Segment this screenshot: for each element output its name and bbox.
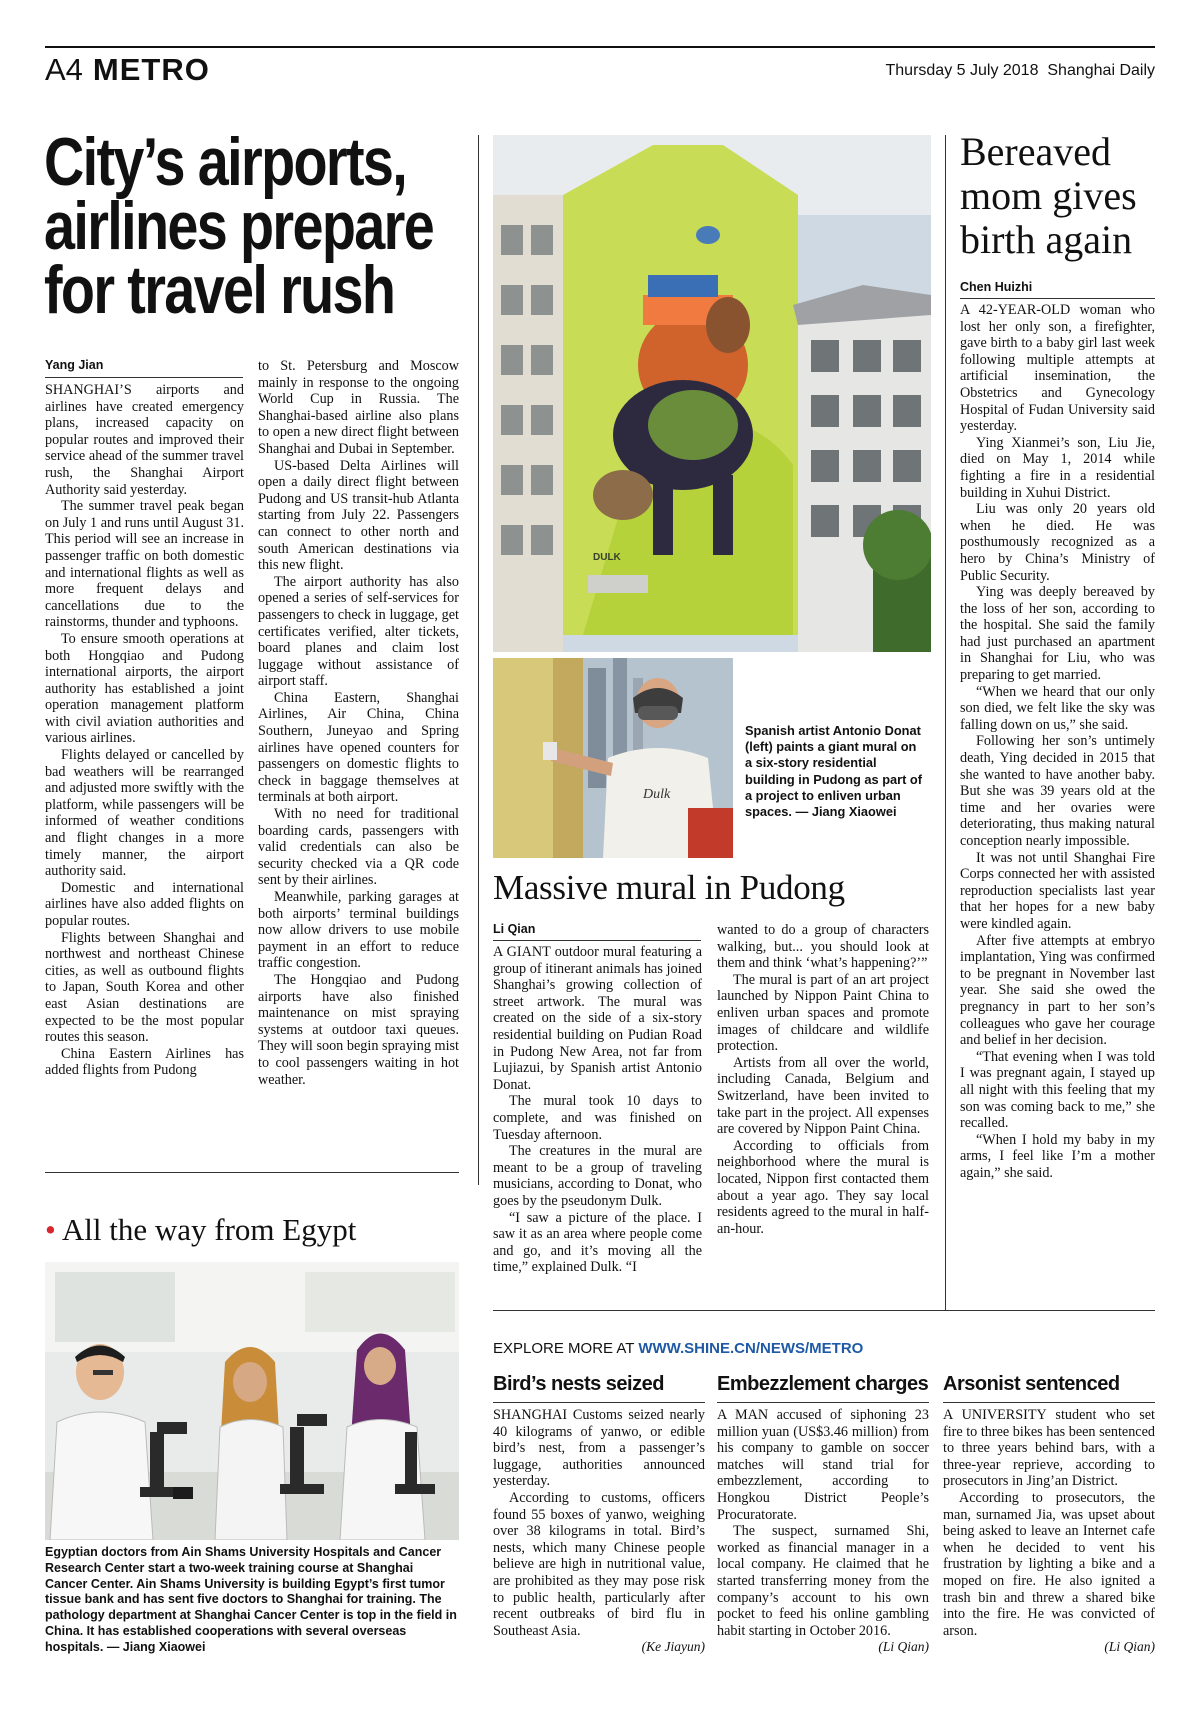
byline-rule [493, 1402, 705, 1403]
paragraph: After five attempts at embryo implantation, Ying was confirmed to be pregnant in November last year. She said she owed the pregnancy in part to her son’s colleagues who gave her courage and belief in her decision. [960, 932, 1155, 1049]
byline-rule [45, 377, 243, 378]
paragraph: China Eastern, Shanghai Airlines, Air China, China Southern, Juneyao and Spring airlines have opened counters for passengers on domestic flights to check in baggage themselves at terminals at both airport. [258, 689, 459, 806]
paragraph: “I saw a picture of the place. I saw it as an area where people come and go, and it’s moving all the time,” explained Dulk. “I [493, 1209, 702, 1276]
issue-date: Thursday 5 July 2018 [885, 62, 1039, 79]
brief-embezzlement [717, 1373, 929, 1655]
headline-line: City’s airports, [44, 124, 407, 200]
mural-byline: Li Qian [493, 922, 536, 936]
paragraph: The mural took 10 days to complete, and was finished on Tuesday afternoon. [493, 1093, 702, 1143]
brief-credit: (Li Qian) [1104, 1639, 1155, 1655]
brief-birds [493, 1373, 705, 1655]
paper-name: Shanghai Daily [1047, 62, 1155, 79]
brief-headline: Embezzlement charges [717, 1373, 929, 1395]
egypt-photo [45, 1262, 459, 1540]
column-rule [945, 135, 946, 1310]
airports-col1 [45, 382, 244, 1079]
paragraph: Flights delayed or cancelled by bad weathers will be rearranged and adjusted more swiftly with the platform, while passengers will be informed of weather conditions and flight changes in a more timely manner, the airport authority said. [45, 747, 244, 880]
mural-signature: DULK [593, 552, 621, 563]
paragraph: “When I hold my baby in my arms, I feel like I’m a mother again,” she said. [960, 1131, 1155, 1181]
briefs-top-rule [493, 1310, 1155, 1311]
bereaved-byline: Chen Huizhi [960, 280, 1033, 294]
bereaved-body [960, 302, 1155, 1181]
paragraph: “That evening when I was told I was pregnant again, I stayed up all night with this feeling that my son was coming back to me,” she recalled. [960, 1048, 1155, 1132]
paragraph: Ying was deeply bereaved by the loss of her son, according to the hospital. She said the family had just purchased an apartment in Shanghai for Liu, who was preparing to get married. [960, 584, 1155, 684]
paragraph: To ensure smooth operations at both Hongqiao and Pudong international airports, the airport authority has established a joint operation management platform with civil aviation authorities and various airlines. [45, 630, 244, 747]
paragraph: wanted to do a group of characters walking, but... you should look at them and think ‘what’s happening?’” [717, 922, 929, 972]
bullet-icon: • [45, 1212, 56, 1247]
paragraph: According to customs, officers found 55 boxes of yanwo, weighing over 38 kilograms in total. Bird’s nests, which many Chinese people believe are high in nutritional value, are prohibited as they may pose risk to public health, particularly after recent outbreaks of bird flu in Southeast Asia. [493, 1489, 705, 1639]
airports-byline: Yang Jian [45, 358, 104, 372]
artist-photo [493, 658, 733, 858]
paragraph: US-based Delta Airlines will open a daily direct flight between Pudong and US transit-hub Atlanta starting from July 22. Passengers can connect to other north and south American destinations via this new flight. [258, 457, 459, 574]
paragraph: SHANGHAI’S airports and airlines have created emergency plans, increased capacity on popular routes and improved their service ahead of the summer travel rush, the Shanghai Airport Authority said yesterday. [45, 382, 244, 498]
section-name: METRO [92, 52, 210, 87]
brief-body [493, 1407, 705, 1639]
paragraph: According to prosecutors, the man, surnamed Jia, was upset about being asked to leave an Internet cafe when he decided to vent his frustration by lighting a bike and a moped on fire. He also ignited a trash bin and threw a shared bike into the fire. He was convicted of arson. [943, 1489, 1155, 1639]
dateline [886, 62, 1156, 80]
egypt-headline-text: All the way from Egypt [61, 1212, 357, 1247]
mural-col1 [493, 944, 702, 1276]
paragraph: Liu was only 20 years old when he died. He was posthumously recognized as a hero by China’s Ministry of Public Security. [960, 501, 1155, 584]
paragraph: The mural is part of an art project launched by Nippon Paint China to enliven urban spaces and promote images of childcare and wildlife protection. [717, 971, 929, 1055]
paragraph: The suspect, surnamed Shi, worked as financial manager in a local company. He claimed that he started transferring money from the company’s account to his own pocket to feed his online gambling habit starting in October 2016. [717, 1523, 929, 1639]
byline-rule [943, 1402, 1155, 1403]
paragraph: Artists from all over the world, including Canada, Belgium and Switzerland, have been invited to take part in the project. All expenses are covered by Nippon Paint China. [717, 1054, 929, 1138]
paragraph: Ying Xianmei’s son, Liu Jie, died on May 1, 2014 while fighting a fire in a residential building in Xuhui District. [960, 434, 1155, 501]
brief-credit: (Li Qian) [878, 1639, 929, 1655]
mural-col2 [717, 922, 929, 1237]
paragraph: The Hongqiao and Pudong airports have also finished maintenance on mist spraying systems at outdoor taxi queues. They will soon begin spraying mist to cool passengers waiting in hot weather. [258, 971, 459, 1088]
egypt-headline [45, 1212, 356, 1248]
paragraph: With no need for traditional boarding cards, passengers with valid credentials can also be security checked via a QR code sent by their airlines. [258, 806, 459, 889]
page-number: A4 [45, 52, 83, 87]
explore-label: EXPLORE MORE AT [493, 1340, 635, 1357]
paragraph: A MAN accused of siphoning 23 million yuan (US$3.46 million) from his company to gamble on soccer matches will stand trial for embezzlement, according to Hongkou District People’s Procuratorate. [717, 1407, 929, 1523]
paragraph: Meanwhile, parking garages at both airports’ terminal buildings now allow drivers to use mobile payment in an effort to reduce traffic congestion. [258, 889, 459, 972]
paragraph: The airport authority has also opened a series of self-services for passengers to check in luggage, get certificates verified, alter tickets, board planes and claim lost luggage without assistance of airport staff. [258, 573, 459, 690]
masthead-rule [45, 46, 1155, 48]
section-header [45, 52, 210, 88]
paragraph: According to officials from neighborhood where the mural is located, Nippon first contacted them about a year ago. They say local residents agreed to the mural in half-an-hour. [717, 1137, 929, 1237]
brief-headline: Bird’s nests seized [493, 1373, 664, 1395]
paragraph: It was not until Shanghai Fire Corps connected her with assisted reproduction specialists last year that her hopes for a new baby were kindled again. [960, 849, 1155, 932]
egypt-caption: Egyptian doctors from Ain Shams University Hospitals and Cancer Research Center start a two-week training course at Shanghai Cancer Center. Ain Shams University is building Egypt’s first tumor tissue bank and has sent five doctors to Shanghai for training. The pathology department at Shanghai Cancer Center is top in the field in China. It has established cooperations with several overseas hospitals. — Jiang Xiaowei [45, 1545, 457, 1654]
headline-line: mom gives [960, 173, 1137, 218]
paragraph: China Eastern Airlines has added flights from Pudong [45, 1045, 244, 1079]
headline-line: airlines prepare [44, 188, 434, 264]
byline-rule [717, 1402, 929, 1403]
paragraph: The creatures in the mural are meant to be a group of traveling musicians, according to Donat, who goes by the pseudonym Dulk. [493, 1143, 702, 1209]
bereaved-headline [960, 130, 1137, 262]
airports-headline [44, 124, 484, 328]
mural-photo [493, 135, 931, 652]
paragraph: Following her son’s untimely death, Ying decided in 2015 that she wanted to have another baby. But she was 39 years old at the time and her ovaries were deteriorating, thus making natural conception nearly impossible. [960, 733, 1155, 849]
explore-link[interactable]: WWW.SHINE.CN/NEWS/METRO [638, 1340, 864, 1357]
paragraph: A 42-YEAR-OLD woman who lost her only son, a firefighter, gave birth to a baby girl last week following multiple attempts at artificial insemination, the Obstetrics and Gynecology Hospital of Fudan University said yesterday. [960, 302, 1155, 435]
paragraph: A UNIVERSITY student who set fire to three bikes has been sentenced to three years behind bars, with a three-year reprieve, according to prosecutors in Jing’an District. [943, 1407, 1155, 1490]
paragraph: to St. Petersburg and Moscow mainly in response to the ongoing World Cup in Russia. The Shanghai-based airline also plans to open a new direct flight between Shanghai and Dubai in September. [258, 358, 459, 457]
paragraph: SHANGHAI Customs seized nearly 40 kilograms of yanwo, or edible bird’s nest, from a passenger’s luggage, authorities announced yesterday. [493, 1407, 705, 1490]
paragraph: “When we heard that our only son died, we felt like the sky was falling down on us,” she said. [960, 683, 1155, 733]
paragraph: A GIANT outdoor mural featuring a group of itinerant animals has joined Shanghai’s growing collection of street artwork. The mural was created on the side of a six-story residential building on Pudian Road in Pudong New Area, not far from Lujiazui, by Spanish artist Antonio Donat. [493, 944, 702, 1093]
shirt-logo: Dulk [643, 787, 671, 802]
brief-headline: Arsonist sentenced [943, 1373, 1120, 1395]
explore-more [493, 1340, 863, 1357]
brief-body [943, 1407, 1155, 1639]
airports-col2 [258, 358, 459, 1088]
headline-line: for travel rush [44, 252, 395, 328]
paragraph: The summer travel peak began on July 1 and runs until August 31. This period will see an increase in passenger traffic on both domestic and international flights as well as more frequent delays and cancellations due to the rainstorms, thunder and typhoons. [45, 498, 244, 631]
headline-line: Bereaved [960, 129, 1112, 174]
brief-arsonist [943, 1373, 1155, 1655]
headline-line: birth again [960, 217, 1133, 262]
mural-caption: Spanish artist Antonio Donat (left) paints a giant mural on a six-story residential building in Pudong as part of a project to enliven urban spaces. — Jiang Xiaowei [745, 723, 923, 820]
mural-headline: Massive mural in Pudong [493, 868, 845, 907]
byline-rule [960, 298, 1155, 299]
brief-body [717, 1407, 929, 1639]
paragraph: Domestic and international airlines have also added flights on popular routes. [45, 879, 244, 929]
brief-credit: (Ke Jiayun) [641, 1639, 705, 1655]
byline-rule [493, 940, 701, 941]
airports-bottom-rule [45, 1172, 459, 1173]
paragraph: Flights between Shanghai and northwest and northeast Chinese cities, as well as outbound flights to Japan, South Korea and other east Asian destinations are expected to be the most popular routes this season. [45, 929, 244, 1046]
